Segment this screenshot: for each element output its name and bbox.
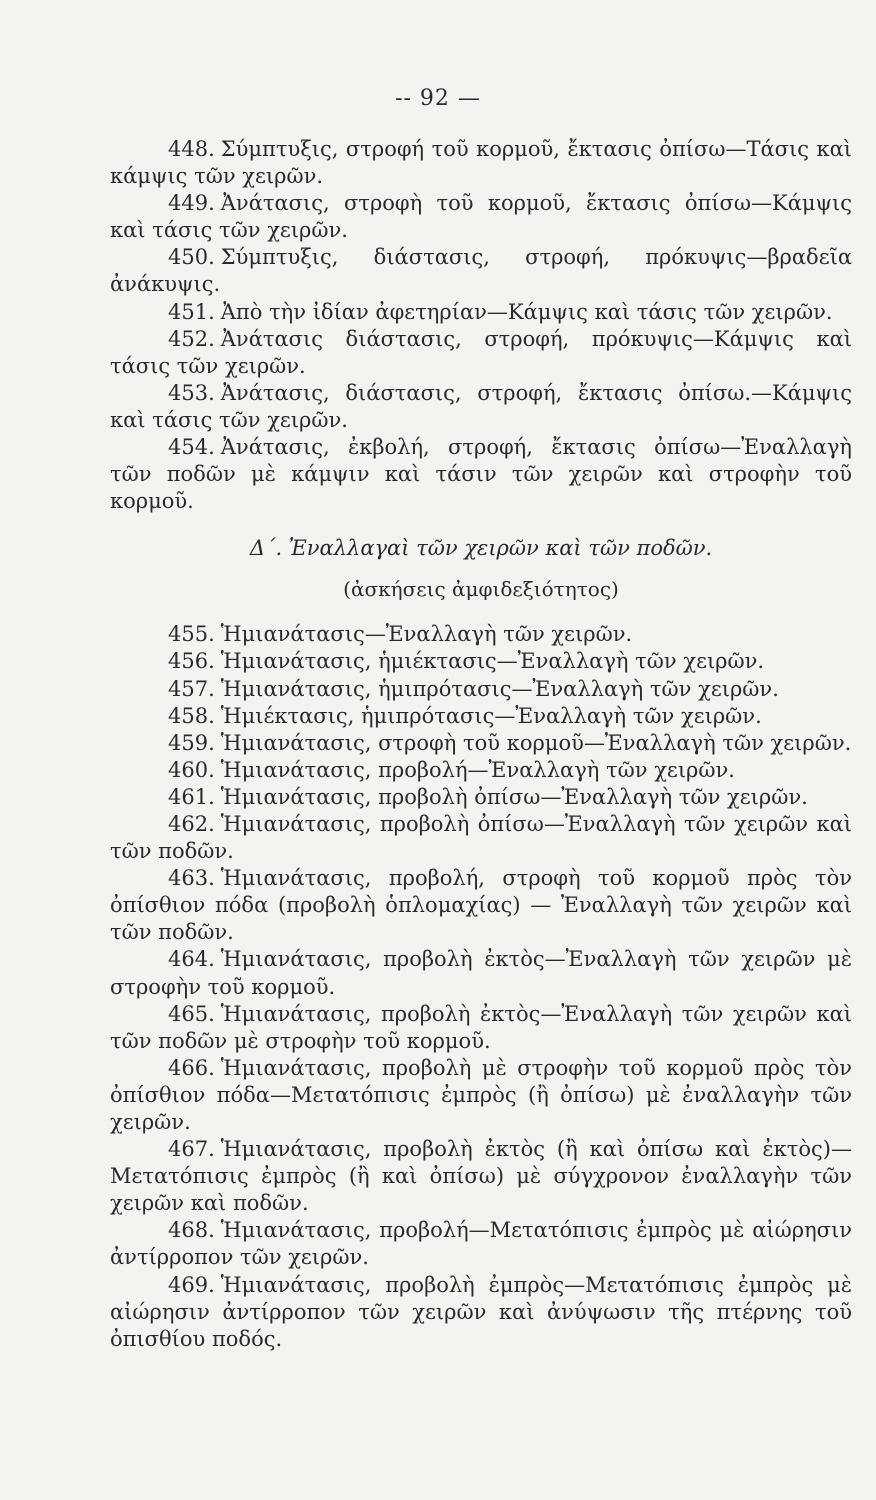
exercise-number: 450. [168, 245, 215, 270]
exercise-number: 464. [168, 947, 215, 972]
exercise-text: Ἡμιανάτασις, ἡμιπρότασις—Ἐναλλαγὴ τῶν χειρῶν. [220, 676, 779, 701]
exercise-text: Ἡμιέκτασις, ἡμιπρότασις—Ἐναλλαγὴ τῶν χειρῶν. [220, 703, 762, 728]
exercise-entry [110, 434, 852, 515]
exercise-text: Ἡμιανάτασις, προβολή, στροφὴ τοῦ κορμοῦ πρὸς τὸν ὀπίσθιον πόδα (προβολὴ ὁπλομαχίας) — Ἐναλλαγὴ τῶν χειρῶν καὶ τῶν ποδῶν. [110, 866, 852, 945]
exercise-text: Ἡμιανάτασις, προβολή—Μετατόπισις ἐμπρὸς μὲ αἰώρησιν ἀντίρροπον τῶν χειρῶν. [110, 1218, 852, 1270]
exercise-number: 460. [168, 757, 215, 782]
exercise-text: Ἡμιανάτασις, προβολὴ ἐκτὸς—Ἐναλλαγὴ τῶν χειρῶν μὲ στροφὴν τοῦ κορμοῦ. [110, 947, 852, 999]
exercise-number: 457. [168, 676, 215, 701]
exercise-entry [110, 648, 852, 675]
text-block [110, 136, 852, 1353]
exercise-text: Ἡμιανάτασις, προβολὴ ἐκτὸς (ἢ καὶ ὀπίσω καὶ ἐκτὸς)—Μετατόπισις ἐμπρὸς (ἢ καὶ ὀπίσω) μὲ σύγχρονον ἐναλλαγὴν τῶν χειρῶν καὶ ποδῶν. [110, 1137, 852, 1216]
exercise-entry [110, 946, 852, 1000]
exercise-number: 463. [168, 866, 215, 891]
exercise-entry [110, 244, 852, 298]
exercise-number: 465. [168, 1001, 215, 1026]
exercise-number: 448. [168, 137, 215, 161]
exercise-text: Ἀπὸ τὴν ἰδίαν ἀφετηρίαν—Κάμψις καὶ τάσις τῶν χειρῶν. [220, 299, 833, 324]
exercise-entry [110, 703, 852, 730]
exercise-text: Ἡμιανάτασις, προβολὴ ὀπίσω—Ἐναλλαγὴ τῶν χειρῶν καὶ τῶν ποδῶν. [110, 811, 852, 864]
exercise-text: Σύμπτυξις, στροφή τοῦ κορμοῦ, ἔκτασις ὀπίσω—Τάσις καὶ κάμψις τῶν χειρῶν. [110, 137, 852, 189]
exercise-entry [110, 1217, 852, 1271]
exercise-text: Ἀνάτασις διάστασις, στροφή, πρόκυψις—Κάμψις καὶ τάσις τῶν χειρῶν. [110, 326, 852, 378]
exercise-entry [110, 676, 852, 703]
exercise-entry [110, 380, 852, 434]
exercise-entry [110, 1055, 852, 1136]
exercise-entry [110, 811, 852, 865]
exercise-number: 451. [168, 299, 215, 324]
section-title: Δ΄. Ἐναλλαγαὶ τῶν χειρῶν καὶ τῶν ποδῶν. [249, 536, 713, 561]
exercise-entry [110, 326, 852, 380]
exercise-number: 449. [168, 191, 215, 216]
exercise-text: Ἀνάτασις, διάστασις, στροφή, ἔκτασις ὀπίσω.—Κάμψις καὶ τάσις τῶν χειρῶν. [110, 380, 852, 432]
exercise-number: 454. [168, 435, 215, 460]
exercise-number: 455. [168, 622, 215, 647]
exercise-text: Ἡμιανάτασις—Ἐναλλαγὴ τῶν χειρῶν. [220, 622, 633, 647]
exercise-number: 467. [168, 1137, 215, 1162]
exercise-number: 469. [168, 1272, 215, 1297]
exercise-entry [110, 757, 852, 784]
exercise-entry [110, 136, 852, 190]
exercise-number: 453. [168, 380, 215, 405]
exercise-text: Ἡμιανάτασις, ἡμιέκτασις—Ἐναλλαγὴ τῶν χειρῶν. [220, 649, 765, 674]
exercise-entry [110, 299, 852, 326]
exercise-text: Ἀνάτασις, ἐκβολή, στροφή, ἔκτασις ὀπίσω—Ἐναλλαγὴ τῶν ποδῶν μὲ κάμψιν καὶ τάσιν τῶν χειρῶν καὶ στροφὴν τοῦ κορμοῦ. [110, 435, 852, 514]
exercise-number: 458. [168, 703, 215, 728]
exercise-text: Ἡμιανάτασις, προβολὴ μὲ στροφὴν τοῦ κορμοῦ πρὸς τὸν ὀπίσθιον πόδα—Μετατόπισις ἐμπρὸς (ἢ ὀπίσω) μὲ ἐναλλαγὴν τῶν χειρῶν. [110, 1055, 852, 1134]
page-number: -- 92 — [395, 86, 481, 111]
exercise-number: 468. [168, 1218, 215, 1243]
exercise-text: Ἀνάτασις, στροφὴ τοῦ κορμοῦ, ἔκτασις ὀπίσω—Κάμψις καὶ τάσις τῶν χειρῶν. [110, 191, 852, 243]
exercise-text: Ἡμιανάτασις, προβολὴ ἐκτὸς—Ἐναλλαγὴ τῶν χειρῶν καὶ τῶν ποδῶν μὲ στροφὴν τοῦ κορμοῦ. [110, 1001, 852, 1053]
exercise-text: Ἡμιανάτασις, προβολή—Ἐναλλαγὴ τῶν χειρῶν. [220, 757, 735, 782]
exercise-text: Ἡμιανάτασις, στροφὴ τοῦ κορμοῦ—Ἐναλλαγὴ τῶν χειρῶν. [220, 730, 852, 755]
exercise-entry [110, 621, 852, 648]
entries-bottom [110, 621, 852, 1353]
exercise-number: 459. [168, 730, 215, 755]
exercise-entry [110, 1272, 852, 1353]
exercise-number: 452. [168, 326, 215, 351]
exercise-entry [110, 1136, 852, 1217]
exercise-entry [110, 865, 852, 946]
exercise-text: Ἡμιανάτασις, προβολὴ ὀπίσω—Ἐναλλαγὴ τῶν χειρῶν. [220, 784, 808, 809]
exercise-number: 462. [168, 811, 215, 836]
section-subtitle: (ἀσκήσεις ἀμφιδεξιότητος) [343, 577, 619, 602]
exercise-number: 466. [168, 1055, 215, 1080]
exercise-entry [110, 190, 852, 244]
exercise-number: 461. [168, 784, 215, 809]
exercise-entry [110, 730, 852, 757]
exercise-text: Ἡμιανάτασις, προβολὴ ἐμπρὸς—Μετατόπισις ἐμπρὸς μὲ αἰώρησιν ἀντίρροπον τῶν χειρῶν καὶ ἀνύψωσιν τῆς πτέρνης τοῦ ὀπισθίου ποδός. [110, 1272, 852, 1351]
exercise-number: 456. [168, 649, 215, 674]
entries-top [110, 136, 852, 515]
exercise-entry [110, 784, 852, 811]
exercise-entry [110, 1001, 852, 1055]
exercise-text: Σύμπτυξις, διάστασις, στροφή, πρόκυψις—βραδεῖα ἀνάκυψις. [110, 245, 852, 297]
